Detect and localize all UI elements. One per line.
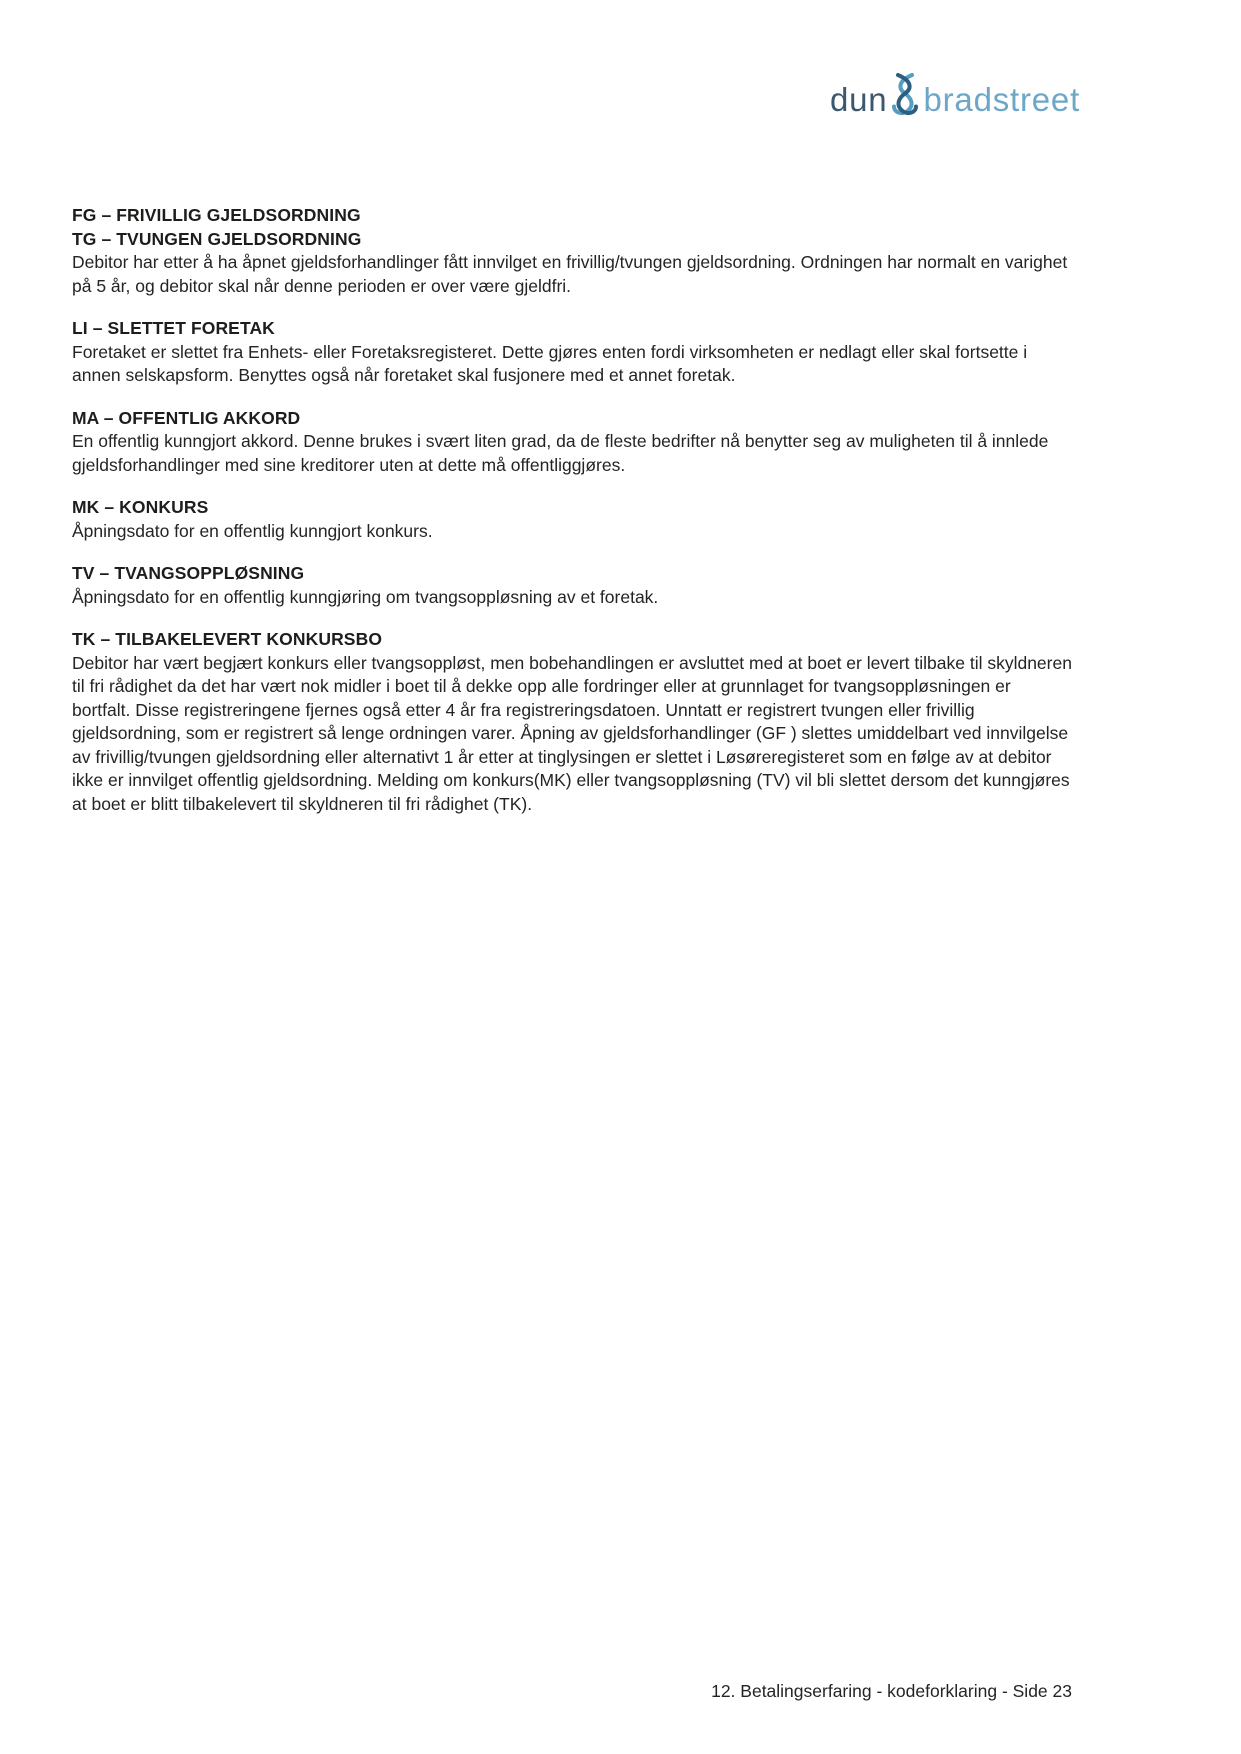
section-heading-mk: MK – KONKURS	[72, 497, 209, 517]
section-body-mk: Åpningsdato for en offentlig kunngjort konkurs.	[72, 520, 433, 541]
section-tk-tilbakelevert-konkursbo	[72, 628, 1072, 816]
section-fg-tg-gjeldsordning	[72, 204, 1072, 298]
section-heading-tk: TK – TILBAKELEVERT KONKURSBO	[72, 629, 383, 649]
section-body-tk: Debitor har vært begjært konkurs eller tvangsoppløst, men bobehandlingen er avsluttet med at boet er levert tilbake til skyldneren til fri rådighet da det har vært nok midler i boet til å dekke opp alle fordringer eller at grunnlaget for tvangsoppløsningen er bortfalt. Disse registreringene fjernes også etter 4 år fra registreringsdatoen. Unntatt er registrert tvungen eller frivillig gjeldsordning, som er registrert så lenge ordningen varer. Åpning av gjeldsforhandlinger (GF ) slettes umiddelbart ved innvilgelse av frivillig/tvungen gjeldsordning eller alternativt 1 år etter at tinglysingen er slettet i Løsøreregisteret som en følge av at debitor ikke er innvilget offentlig gjeldsordning. Melding om konkurs(MK) eller tvangsoppløsning (TV) vil bli slettet dersom det kunngjøres at boet er blitt tilbakelevert til skyldneren til fri rådighet (TK).	[72, 652, 1072, 814]
section-heading-li: LI – SLETTET FORETAK	[72, 318, 275, 338]
section-li-slettet-foretak	[72, 317, 1072, 388]
ampersand-icon	[888, 72, 922, 122]
section-body-li: Foretaket er slettet fra Enhets- eller Foretaksregisteret. Dette gjøres enten fordi virksomheten er nedlagt eller skal fortsette i annen selskapsform. Benyttes også når foretaket skal fusjonere med et annet foretak.	[72, 341, 1028, 385]
logo-word-bradstreet: bradstreet	[923, 80, 1081, 118]
logo-word-dun: dun	[830, 80, 888, 118]
dun-bradstreet-logo	[830, 72, 1080, 126]
section-body-ma: En offentlig kunngjort akkord. Denne brukes i svært liten grad, da de fleste bedrifter nå benytter seg av muligheten til å innlede gjeldsforhandlinger med sine kreditorer uten at dette må offentliggjøres.	[72, 431, 1049, 475]
section-heading-ma: MA – OFFENTLIG AKKORD	[72, 407, 301, 428]
page-footer	[72, 1680, 1072, 1703]
document-content	[72, 204, 1072, 835]
section-heading-fg: FG – FRIVILLIG GJELDSORDNING	[72, 205, 361, 225]
section-heading-tv: TV – TVANGSOPPLØSNING	[72, 563, 305, 583]
section-ma-offentlig-akkord	[72, 407, 1072, 478]
section-mk-konkurs	[72, 496, 1072, 543]
section-tv-tvangsopplosning	[72, 562, 1072, 609]
section-body-fg-tg: Debitor har etter å ha åpnet gjeldsforhandlinger fått innvilget en frivillig/tvungen gjeldsordning. Ordningen har normalt en varighet på 5 år, og debitor skal når denne perioden er over være gjeldfri.	[72, 252, 1068, 296]
section-body-tv: Åpningsdato for en offentlig kunngjøring om tvangsoppløsning av et foretak.	[72, 586, 659, 607]
footer-text: 12. Betalingserfaring - kodeforklaring - Side 23	[711, 1681, 1072, 1701]
section-heading-tg: TG – TVUNGEN GJELDSORDNING	[72, 228, 362, 249]
